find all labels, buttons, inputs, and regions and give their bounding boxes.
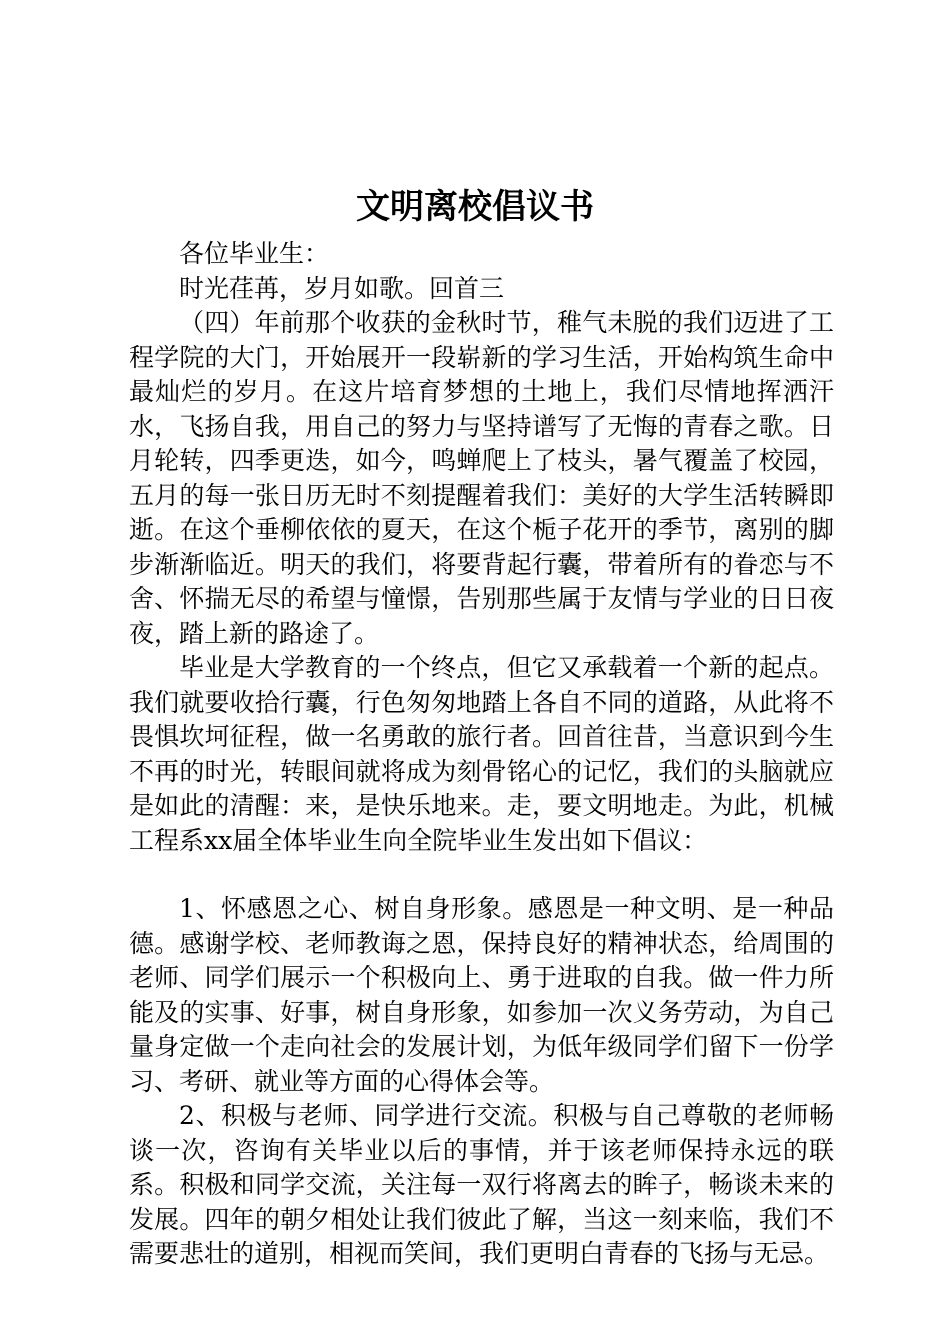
- paragraph-opening: 时光荏苒，岁月如歌。回首三: [179, 273, 505, 303]
- paragraph-item-1: 1、怀感恩之心、树自身形象。感恩是一种文明、是一种品德。感谢学校、老师教诲之恩，保持良好的精神状态，给周围的老师、同学们展示一个积极向上、勇于进取的自我。做一件力所能及的实事、好事，树自身形象，如参加一次义务劳动，为自己量身定做一个走向社会的发展计划，为低年级同学们留下一份学习、考研、就业等方面的心得体会等。: [129, 894, 834, 1096]
- salutation: 各位毕业生：: [179, 239, 330, 268]
- paragraph-item-2: 2、积极与老师、同学进行交流。积极与自己尊敬的老师畅谈一次，咨询有关毕业以后的事情，并于该老师保持永远的联系。积极和同学交流，关注每一双行将离去的眸子，畅谈未来的发展。四年的朝夕相处让我们彼此了解，当这一刻来临，我们不需要悲壮的道别，相视而笑间，我们更明白青春的飞扬与无忌。: [129, 1101, 834, 1268]
- paragraph-graduation: 毕业是大学教育的一个终点，但它又承载着一个新的起点。我们就要收拾行囊，行色匆匆地踏上各自不同的道路，从此将不畏惧坎坷征程，做一名勇敢的旅行者。回首往昔，当意识到今生不再的时光，转眼间就将成为刻骨铭心的记忆，我们的头脑就应是如此的清醒：来，是快乐地来。走，要文明地走。为此，机械工程系xx届全体毕业生向全院毕业生发出如下倡议：: [129, 653, 834, 855]
- document-title: 文明离校倡议书: [356, 187, 594, 227]
- paragraph-memories: （四）年前那个收获的金秋时节，稚气未脱的我们迈进了工程学院的大门，开始展开一段崭新的学习生活，开始构筑生命中最灿烂的岁月。在这片培育梦想的土地上，我们尽情地挥洒汗水，飞扬自我，用自己的努力与坚持谱写了无悔的青春之歌。日月轮转，四季更迭，如今，鸣蝉爬上了枝头，暑气覆盖了校园，五月的每一张日历无时不刻提醒着我们：美好的大学生活转瞬即逝。在这个垂柳依依的夏天，在这个栀子花开的季节，离别的脚步渐渐临近。明天的我们，将要背起行囊，带着所有的眷恋与不舍、怀揣无尽的希望与憧憬，告别那些属于友情与学业的日日夜夜，踏上新的路途了。: [129, 308, 834, 648]
- document-body: [129, 237, 834, 1272]
- paragraph-spacer: [129, 858, 834, 892]
